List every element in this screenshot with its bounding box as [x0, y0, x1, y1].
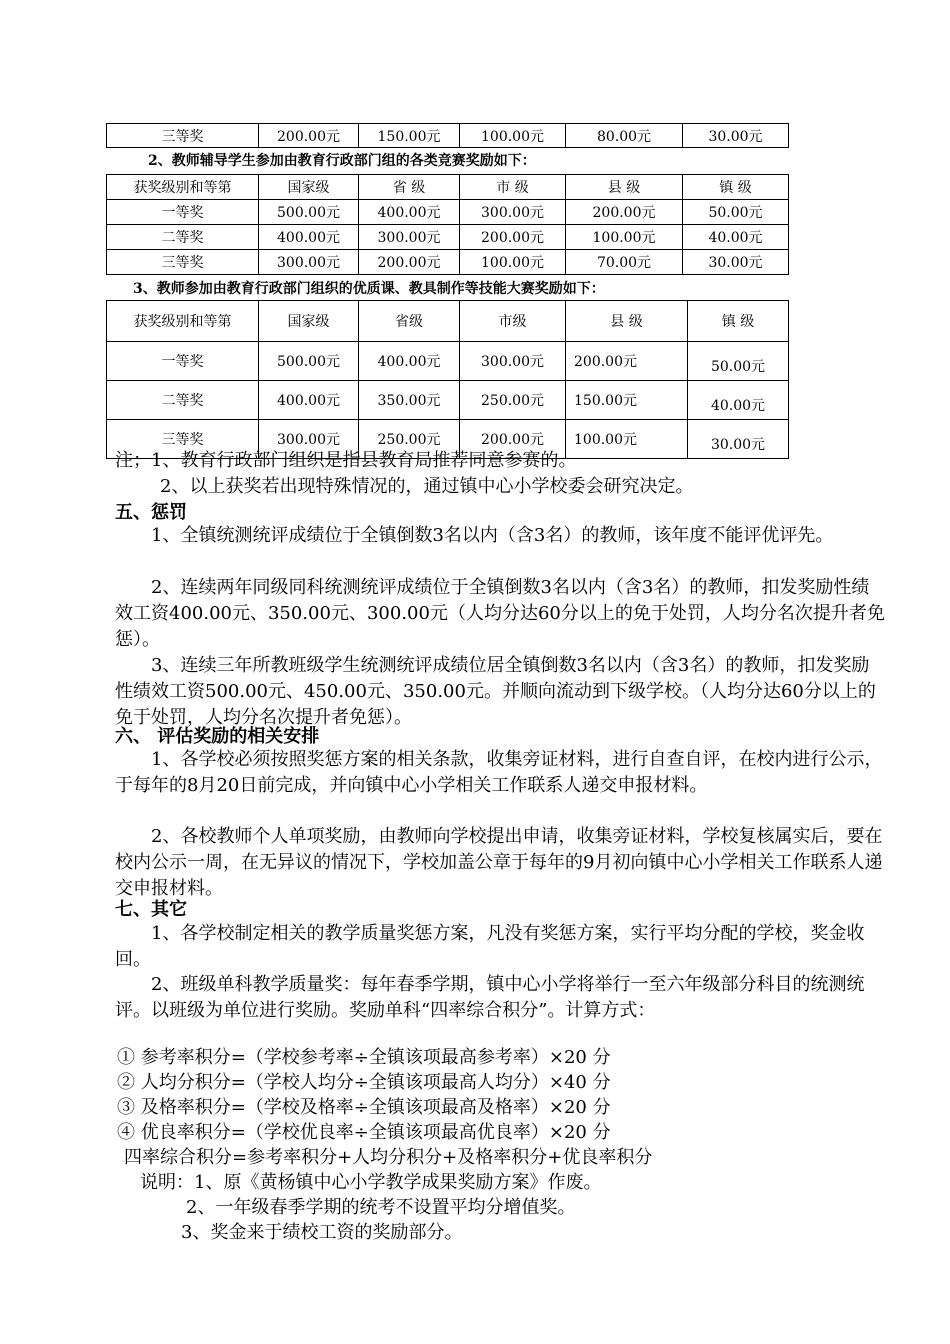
table-cell: 350.00元: [359, 381, 460, 420]
section-7-heading: 七、其它: [115, 899, 187, 920]
table-cell: 200.00元: [259, 124, 359, 148]
row-label: 三等奖: [107, 250, 259, 275]
table-cell: 40.00元: [683, 225, 789, 250]
table-cell: 30.00元: [683, 124, 789, 148]
table-cell: 50.00元: [683, 200, 789, 225]
remark-1: 说明：1、原《黄杨镇中心小学教学成果奖励方案》作废。: [140, 1172, 602, 1193]
table-cell: 200.00元: [566, 200, 683, 225]
column-header: 省 级: [359, 175, 460, 200]
table-cell: 400.00元: [259, 381, 359, 420]
row-label: 二等奖: [107, 225, 259, 250]
note-line-2: 2、以上获奖若出现特殊情况的，通过镇中心小学校委会研究决定。: [160, 476, 694, 497]
table-row: [107, 225, 789, 250]
table-cell: 400.00元: [259, 225, 359, 250]
table-cell: 100.00元: [460, 124, 566, 148]
award-table-2: [106, 174, 789, 275]
section-7-paragraph-1: 1、各学校制定相关的教学质量奖惩方案，凡没有奖惩方案，实行平均分配的学校，奖金收回。: [115, 923, 865, 970]
section-6-heading: 六、 评估奖励的相关安排: [115, 726, 320, 747]
table-row: [107, 200, 789, 225]
table-header-row: [107, 301, 789, 342]
table-cell: 150.00元: [566, 381, 688, 420]
column-header: 县 级: [566, 175, 683, 200]
column-header: 省级: [359, 301, 460, 342]
table-cell: 250.00元: [359, 420, 460, 459]
table-row: [107, 381, 789, 420]
remark-3: 3、奖金来于绩校工资的奖励部分。: [181, 1222, 463, 1243]
table-cell: 30.00元: [683, 250, 789, 275]
column-header: 获奖级别和等第: [107, 301, 259, 342]
table-cell: 500.00元: [259, 200, 359, 225]
column-header: 市 级: [460, 175, 566, 200]
table-cell: 30.00元: [688, 420, 789, 459]
formula-excellent-rate: ④ 优良率积分=（学校优良率÷全镇该项最高优良率）×20 分: [117, 1122, 611, 1143]
section-6-paragraph-2: 2、各校教师个人单项奖励，由教师向学校提出申请，收集旁证材料，学校复核属实后，要在校内公示一周，在无异议的情况下，学校加盖公章于每年的9月初向镇中心小学相关工作联系人递交申报材料。: [115, 826, 883, 899]
note-line-1: 注；1、教育行政部门组织是指县教育局推荐同意参赛的。: [115, 450, 577, 471]
table-cell: 300.00元: [460, 200, 566, 225]
table-cell: 50.00元: [688, 342, 789, 381]
column-header: 获奖级别和等第: [107, 175, 259, 200]
formula-pass-rate: ③ 及格率积分=（学校及格率÷全镇该项最高及格率）×20 分: [117, 1097, 611, 1118]
table-row: [107, 342, 789, 381]
table-cell: 40.00元: [688, 381, 789, 420]
formula-average: ② 人均分积分=（学校人均分÷全镇该项最高人均分）×40 分: [117, 1072, 611, 1093]
section-6-paragraph-1: 1、各学校必须按照奖惩方案的相关条款，收集旁证材料，进行自查自评，在校内进行公示，于每年的8月20日前完成，并向镇中心小学相关工作联系人递交申报材料。: [115, 749, 883, 796]
table-cell: 200.00元: [359, 250, 460, 275]
table-cell: 250.00元: [460, 381, 566, 420]
table-3-caption: 3、教师参加由教育行政部门组织的优质课、教具制作等技能大赛奖励如下：: [133, 281, 605, 297]
table-cell: 80.00元: [566, 124, 683, 148]
remark-2: 2、一年级春季学期的统考不设置平均分增值奖。: [186, 1197, 576, 1218]
table-header-row: [107, 175, 789, 200]
award-table-3: [106, 300, 789, 459]
column-header: 国家级: [259, 301, 359, 342]
table-cell: 400.00元: [359, 342, 460, 381]
table-cell: 300.00元: [259, 250, 359, 275]
row-label: 三等奖: [107, 420, 259, 459]
row-label: 一等奖: [107, 342, 259, 381]
formula-total: 四率综合积分=参考率积分+人均分积分+及格率积分+优良率积分: [124, 1147, 653, 1168]
table-cell: 100.00元: [566, 225, 683, 250]
table-cell: 300.00元: [359, 225, 460, 250]
table-cell: 500.00元: [259, 342, 359, 381]
section-5-paragraph-2: 2、连续两年同级同科统测统评成绩位于全镇倒数3名以内（含3名）的教师，扣发奖励性绩效工资400.00元、350.00元、300.00元（人均分达60分以上的免于处罚，人均分名次提升者免惩）。: [115, 577, 885, 650]
section-5-heading: 五、惩罚: [115, 502, 187, 523]
table-cell: 200.00元: [460, 420, 566, 459]
column-header: 县 级: [566, 301, 688, 342]
table-cell: 100.00元: [460, 250, 566, 275]
table-cell: 150.00元: [359, 124, 460, 148]
table-2-caption: 2、教师辅导学生参加由教育行政部门组的各类竞赛奖励如下：: [148, 153, 536, 169]
award-table-1: [106, 123, 789, 148]
row-label: 一等奖: [107, 200, 259, 225]
column-header: 镇 级: [683, 175, 789, 200]
formula-participation: ① 参考率积分=（学校参考率÷全镇该项最高参考率）×20 分: [117, 1047, 611, 1068]
table-cell: 300.00元: [259, 420, 359, 459]
table-cell: 200.00元: [566, 342, 688, 381]
section-5-paragraph-1: 1、全镇统测统评成绩位于全镇倒数3名以内（含3名）的教师，该年度不能评优评先。: [151, 525, 834, 546]
column-header: 市级: [460, 301, 566, 342]
column-header: 国家级: [259, 175, 359, 200]
column-header: 镇 级: [688, 301, 789, 342]
row-label: 二等奖: [107, 381, 259, 420]
section-5-paragraph-3: 3、连续三年所教班级学生统测统评成绩位居全镇倒数3名以内（含3名）的教师，扣发奖励性绩效工资500.00元、450.00元、350.00元。并顺向流动到下级学校。（人均分达60分以上的免于处罚，人均分名次提升者免惩）。: [115, 655, 876, 728]
section-7-paragraph-2: 2、班级单科教学质量奖：每年春季学期，镇中心小学将举行一至六年级部分科目的统测统评。以班级为单位进行奖励。奖励单科“四率综合积分”。计算方式：: [115, 974, 865, 1021]
table-cell: 400.00元: [359, 200, 460, 225]
table-cell: 100.00元: [566, 420, 688, 459]
table-cell: 300.00元: [460, 342, 566, 381]
table-row: [107, 250, 789, 275]
table-row: [107, 124, 789, 148]
row-label: 三等奖: [107, 124, 259, 148]
table-cell: 200.00元: [460, 225, 566, 250]
table-cell: 70.00元: [566, 250, 683, 275]
